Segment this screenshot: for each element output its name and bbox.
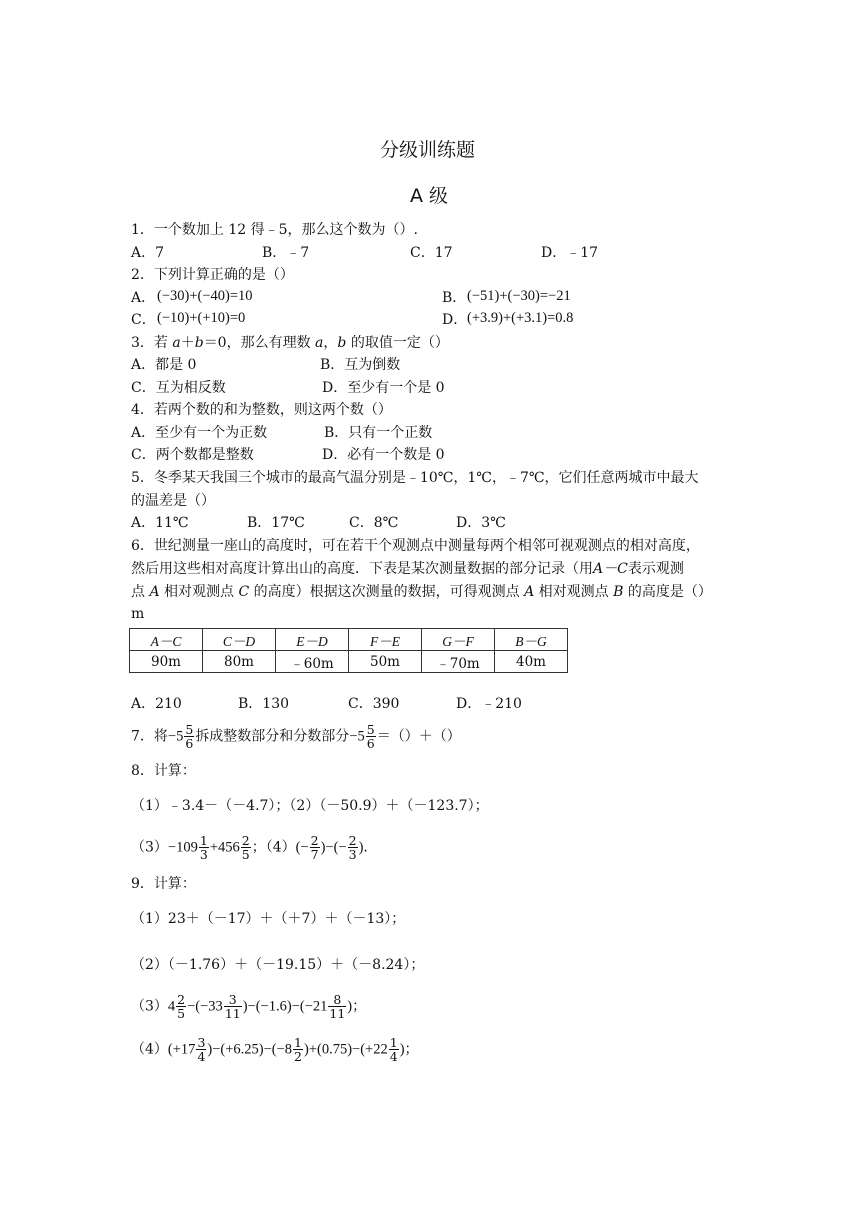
q9-part1: （1）23＋（－17）＋（＋7）＋（－13）； <box>131 911 406 927</box>
table-header-cell: C－D <box>203 629 276 651</box>
q7-stem: 7．将−5 $\frac{5}{6}$ 拆成整数部分和分数部分−5 $\frac{5}{6}$ ＝（）＋（） <box>131 722 461 752</box>
q1-option-c: C．17 <box>410 245 453 261</box>
q3-option-d: D．至少有一个是 0 <box>322 380 445 396</box>
q2-option-a: (−30)+(−40)=10 <box>157 288 253 304</box>
q2-stem: 2．下列计算正确的是（） <box>131 267 294 283</box>
q5-option-d: D．3℃ <box>456 515 506 531</box>
q6-stem-line2: 然后用这些相对高度计算出山的高度．下表是某次测量数据的部分记录（用A－C表示观测 <box>131 561 684 577</box>
q1-option-d: D．﹣17 <box>541 245 599 261</box>
q4-stem: 4．若两个数的和为整数，则这两个数（） <box>131 402 392 418</box>
q6-option-b: B．130 <box>238 696 290 712</box>
q3-option-b: B．互为倒数 <box>320 357 401 373</box>
q6-option-c: C．390 <box>348 696 400 712</box>
q2-option-d: (+3.9)+(+3.1)=0.8 <box>467 310 574 326</box>
q5-option-b: B．17℃ <box>247 515 305 531</box>
q2-option-c-label: C． <box>131 312 156 328</box>
table-header-cell: F－E <box>349 629 422 651</box>
q2-option-d-label: D． <box>442 312 468 328</box>
table-header-cell: A－C <box>130 629 203 651</box>
q1-option-b: B．﹣7 <box>262 245 310 261</box>
level-heading: A 级 <box>410 185 449 207</box>
q2-option-b-label: B． <box>442 290 467 306</box>
table-value-row <box>130 651 568 673</box>
q4-option-b: B．只有一个正数 <box>324 425 433 441</box>
table-value-cell: ﹣70m <box>422 651 495 673</box>
q5-stem-line2: 的温差是（） <box>131 493 215 509</box>
q9-stem: 9．计算： <box>131 876 196 892</box>
q1-option-a: A．7 <box>131 245 165 261</box>
q6-stem-line3: 点 A 相对观测点 C 的高度）根据这次测量的数据，可得观测点 A 相对观测点 B 的高度是（） <box>131 584 712 600</box>
table-value-cell: 90m <box>130 651 203 673</box>
q4-option-d: D．必有一个数是 0 <box>322 447 445 463</box>
table-header-cell: G－F <box>422 629 495 651</box>
table-header-cell: B－G <box>495 629 568 651</box>
q6-stem-line1: 6．世纪测量一座山的高度时，可在若干个观测点中测量每两个相邻可视观测点的相对高度， <box>131 538 700 554</box>
table-header-row <box>130 629 568 651</box>
q2-option-a-label: A． <box>131 290 156 306</box>
q8-stem: 8．计算： <box>131 763 196 779</box>
q4-option-c: C．两个数都是整数 <box>131 447 254 463</box>
q6-option-d: D．﹣210 <box>456 696 522 712</box>
q6-option-a: A．210 <box>131 696 182 712</box>
table-value-cell: 40m <box>495 651 568 673</box>
table-header-cell: E－D <box>276 629 349 651</box>
q3-stem: 3．若 a＋b＝0，那么有理数 a，b 的取值一定（） <box>131 335 449 351</box>
q3-option-a: A．都是 0 <box>131 357 197 373</box>
q9-part3: （3）4 $\frac{2}{5}$ −(−33 $\frac{3}{11}$ )−(−1.6)−(−21 $\frac{8}{11}$ )； <box>131 992 367 1022</box>
q5-option-c: C．8℃ <box>349 515 399 531</box>
q6-stem-line4: m <box>131 606 145 622</box>
table-value-cell: 50m <box>349 651 422 673</box>
table-value-cell: ﹣60m <box>276 651 349 673</box>
q9-part2: （2）（－1.76）＋（－19.15）＋（－8.24）； <box>131 957 425 973</box>
q4-option-a: A．至少有一个为正数 <box>131 425 268 441</box>
q9-part4: （4）(+17 $\frac{3}{4}$ )−(+6.25)−(−8 $\frac{1}{2}$ )+(0.75)−(+22 $\frac{1}{4}$ )； <box>131 1035 419 1065</box>
table-value-cell: 80m <box>203 651 276 673</box>
q8-part3-4: （3）−109 $\frac{1}{3}$ +456 $\frac{2}{5}$ ；（4）(− $\frac{2}{7}$ )−(− $\frac{2}{3}$ )． <box>131 833 378 863</box>
q5-option-a: A．11℃ <box>131 515 189 531</box>
q5-stem-line1: 5．冬季某天我国三个城市的最高气温分别是﹣10℃，1℃，﹣7℃，它们任意两城市中最大 <box>131 470 699 486</box>
page-title: 分级训练题 <box>380 139 476 161</box>
q8-part1-2: （1）﹣3.4－（－4.7）；（2）（－50.9）＋（－123.7）； <box>131 798 489 814</box>
q3-option-c: C．互为相反数 <box>131 380 226 396</box>
q1-stem: 1．一个数加上 12 得﹣5，那么这个数为（）. <box>131 222 418 238</box>
q2-option-c: (−10)+(+10)=0 <box>157 310 246 326</box>
q6-data-table <box>129 628 568 673</box>
q2-option-b: (−51)+(−30)=−21 <box>467 288 571 304</box>
